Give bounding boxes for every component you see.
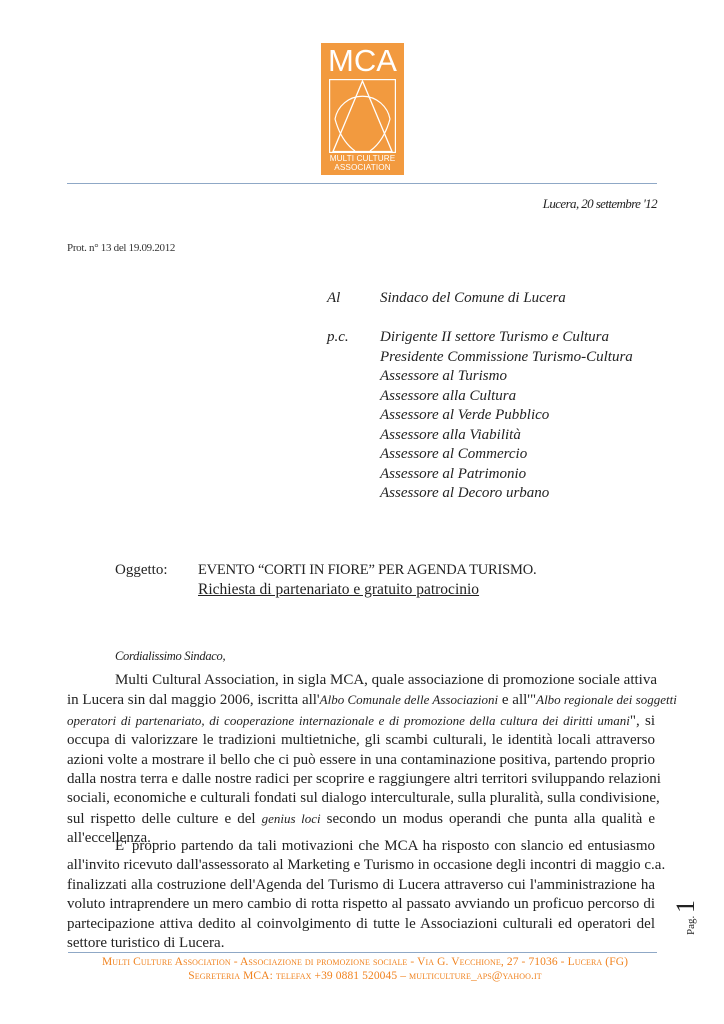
- page-number: [664, 872, 708, 935]
- text-line: azioni volte a mostrare il bello che ci può essere in una contaminazione positiva, partendo proprio: [67, 751, 655, 768]
- salutation: Cordialissimo Sindaco,: [115, 649, 226, 663]
- text-line: Multi Cultural Association, in sigla MCA, quale associazione di promozione sociale attiva: [115, 672, 657, 688]
- subject-label: Oggetto:: [115, 562, 168, 578]
- header-divider: [67, 183, 657, 184]
- recipient-to-label: Al: [327, 290, 341, 306]
- recipient-cc-list: [380, 328, 633, 504]
- text-line: E' proprio partendo da tali motivazioni che MCA ha risposto con slancio ed entusiasmo: [115, 838, 655, 854]
- cc-item: Dirigente II settore Turismo e Cultura: [380, 329, 610, 345]
- page-value: 1: [671, 900, 700, 913]
- footer-contact: Segreteria MCA: telefax +39 0881 520045 – multiculture_aps@yahoo.it: [188, 970, 542, 982]
- subject-title: EVENTO “CORTI IN FIORE” PER AGENDA TURISMO.: [198, 562, 537, 578]
- cc-item: Assessore al Decoro urbano: [380, 485, 550, 501]
- letter-date: Lucera, 20 settembre '12: [542, 196, 657, 211]
- text-line: settore turistico di Lucera.: [67, 935, 225, 952]
- cc-item: Assessore al Commercio: [380, 446, 528, 462]
- cc-item: Assessore alla Viabilità: [380, 426, 521, 443]
- text-line: all'eccellenza.: [67, 830, 151, 847]
- logo-text: MCA: [328, 43, 397, 78]
- footer-divider: [68, 952, 657, 953]
- protocol-number: Prot. n° 13 del 19.09.2012: [67, 242, 176, 254]
- logo-subtitle-line2: ASSOCIATION: [334, 163, 391, 172]
- cc-item: Presidente Commissione Turismo-Cultura: [380, 348, 633, 365]
- text-line: dalla nostra terra e dalle nostre radici per scoprire e raggiungere altri territori sviluppando relazioni: [67, 771, 661, 788]
- text-line: sociali, economiche e culturali fondati sul dialogo interculturale, sulla pluralità, sulla condivisione,: [67, 790, 660, 807]
- text-line: operatori di partenariato, di cooperazione internazionale e di promozione della cultura dei diritti umani", si: [67, 712, 655, 729]
- cc-item: Assessore alla Cultura: [380, 387, 517, 404]
- cc-item: Assessore al Verde Pubblico: [380, 407, 550, 423]
- text-line: sul rispetto delle culture e del genius loci secondo un modus operandi che punta alla qualità e: [67, 810, 656, 827]
- text-line: in Lucera sin dal maggio 2006, iscritta all'Albo Comunale delle Associazioni e all'"Albo regionale dei soggetti: [67, 692, 677, 709]
- cc-item: Assessore al Patrimonio: [380, 465, 527, 482]
- subject-subtitle: Richiesta di partenariato e gratuito patrocinio: [198, 581, 480, 598]
- text-line: partecipazione attiva dedito al coinvolgimento di tutte le Associazioni culturali ed operatori del: [67, 915, 655, 932]
- text-line: all'invito ricevuto dall'assessorato al Marketing e Turismo in occasione degli incontri di maggio c.a.: [67, 857, 666, 874]
- page-label: Pag.: [685, 915, 697, 935]
- text-line: voluto intraprendere un mero cambio di rotta rispetto al passato avviando un proficuo percorso di: [67, 896, 655, 913]
- recipient-to: Sindaco del Comune di Lucera: [380, 290, 566, 306]
- footer-address: Multi Culture Association - Associazione di promozione sociale - Via G. Vecchione, 27 - 71036 - Lucera (FG): [101, 956, 629, 968]
- body-paragraph-2: [67, 837, 666, 953]
- recipient-cc-label: p.c.: [327, 329, 349, 345]
- logo-emblem-icon: [329, 79, 396, 153]
- text-line: finalizzati alla costruzione dell'Agenda del Turismo di Lucera attraverso cui l'amministrazione ha: [67, 876, 655, 893]
- mca-logo: [321, 43, 404, 175]
- text-line: occupa di valorizzare le tradizioni multietniche, gli scambi culturali, le identità locali attraverso: [67, 732, 655, 749]
- body-paragraph-1: [67, 671, 677, 849]
- logo-subtitle-line1: MULTI CULTURE: [329, 154, 396, 163]
- cc-item: Assessore al Turismo: [380, 368, 507, 384]
